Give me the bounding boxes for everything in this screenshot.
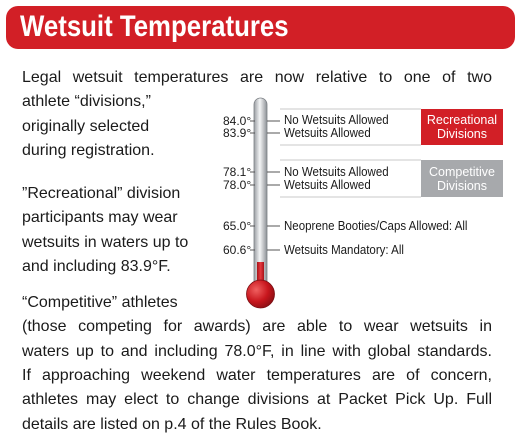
paragraph-3-line-2: (those competing for awards) are able to wear wetsuits in <box>22 318 492 335</box>
rule-wetsuits-allowed-competitive: Wetsuits Allowed <box>284 178 371 192</box>
paragraph-2-line-3: wetsuits in waters up to <box>22 234 189 251</box>
competitive-division-line2: Divisions <box>436 178 487 193</box>
paragraph-2-line-1: ”Recreational” division <box>22 185 181 202</box>
temp-label-78-0: 78.0° <box>223 178 252 192</box>
thermometer-mercury <box>257 262 264 292</box>
page-title: Wetsuit Temperatures <box>20 10 289 43</box>
paragraph-3-line-6: details are listed on p.4 of the Rules Book. <box>22 416 322 433</box>
temp-label-60-6: 60.6° <box>223 243 252 257</box>
title-banner <box>6 6 515 49</box>
paragraph-2-line-2: participants may wear <box>22 209 178 226</box>
paragraph-1-line-1: Legal wetsuit temperatures are now relative to one of two <box>22 69 492 86</box>
paragraph-3-line-1: “Competitive” athletes <box>22 294 178 311</box>
paragraph-3-line-3: waters up to and including 78.0°F, in line with global standards. <box>22 343 492 360</box>
rule-neoprene-booties: Neoprene Booties/Caps Allowed: All <box>284 219 468 233</box>
rule-no-wetsuits-competitive: No Wetsuits Allowed <box>284 165 389 179</box>
paragraph-3-line-4: If approaching weekend water temperatures are of concern, <box>22 367 492 384</box>
temp-label-83-9: 83.9° <box>223 126 252 140</box>
rule-no-wetsuits-recreational: No Wetsuits Allowed <box>284 113 389 127</box>
paragraph-1-line-4: during registration. <box>22 142 155 159</box>
paragraph-1-line-2: athlete “divisions,” <box>22 93 151 110</box>
rule-wetsuits-mandatory: Wetsuits Mandatory: All <box>284 243 404 257</box>
paragraph-3-line-5: athletes may elect to change divisions at Packet Pick Up. Full <box>22 391 492 408</box>
rule-wetsuits-allowed-recreational: Wetsuits Allowed <box>284 126 371 140</box>
thermometer-tube <box>254 98 267 298</box>
competitive-division-badge <box>421 160 503 197</box>
temp-label-78-1: 78.1° <box>223 165 252 179</box>
thermometer-bulb <box>247 280 275 308</box>
paragraph-2-line-4: and including 83.9°F. <box>22 258 171 275</box>
recreational-division-line1: Recreational <box>426 113 498 127</box>
recreational-division-badge <box>421 109 503 145</box>
temp-label-65-0: 65.0° <box>223 219 252 233</box>
competitive-division-line1: Competitive <box>429 164 495 179</box>
temp-label-84-0: 84.0° <box>223 114 252 128</box>
recreational-division-line2: Divisions <box>436 127 487 141</box>
paragraph-1-line-3: originally selected <box>22 118 150 135</box>
